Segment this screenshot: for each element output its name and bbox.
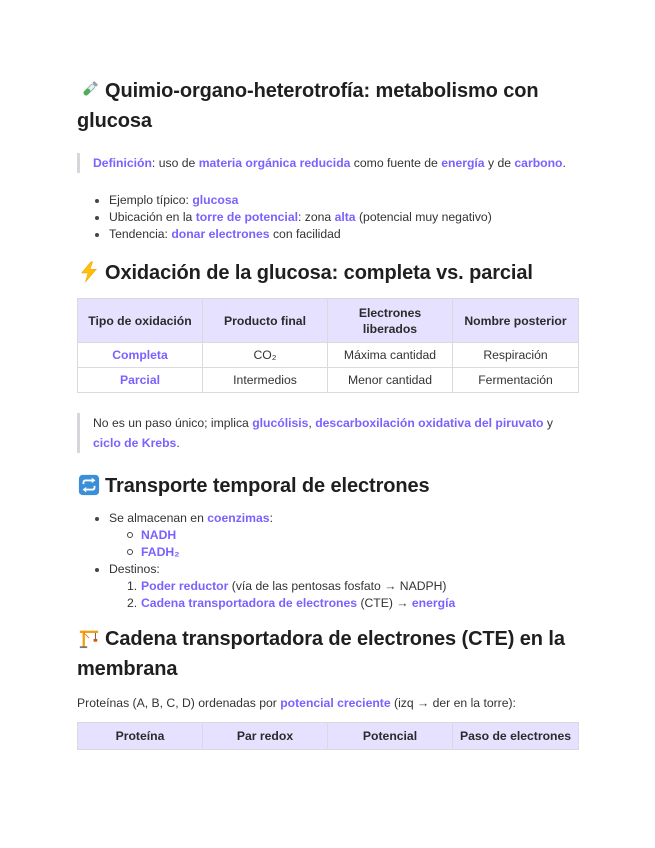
text: y bbox=[543, 416, 553, 430]
table-cell: CO₂ bbox=[203, 343, 328, 368]
test-tube-icon bbox=[77, 79, 101, 101]
section-title-metabolism bbox=[77, 76, 547, 136]
text: Ejemplo típico: bbox=[109, 193, 193, 207]
table-row bbox=[78, 343, 579, 368]
definition-quote bbox=[77, 153, 593, 173]
crane-icon bbox=[77, 627, 101, 649]
highlight: Poder reductor bbox=[141, 579, 229, 593]
highlight: energía bbox=[441, 156, 485, 170]
highlight: ciclo de Krebs bbox=[93, 436, 177, 450]
table-cell: Completa bbox=[78, 343, 203, 368]
table-cell: Máxima cantidad bbox=[328, 343, 453, 368]
cte-intro-paragraph bbox=[77, 695, 597, 712]
highlight: glucosa bbox=[192, 193, 239, 207]
section-title-transport bbox=[77, 471, 597, 501]
list-item: FADH₂ bbox=[141, 544, 597, 561]
column-header: Tipo de oxidación bbox=[78, 299, 203, 343]
text: Tendencia: bbox=[109, 227, 172, 241]
highlight: Cadena transportadora de electrones bbox=[141, 596, 358, 610]
section-title-text: Quimio-organo-heterotrofía: metabolismo con glucosa bbox=[77, 80, 539, 132]
highlight: potencial creciente bbox=[280, 696, 391, 710]
cte-table bbox=[77, 722, 579, 750]
list-item bbox=[141, 578, 597, 595]
text: . bbox=[562, 156, 566, 170]
list-item bbox=[109, 226, 597, 243]
table-cell: Fermentación bbox=[453, 368, 579, 393]
highlight: energía bbox=[411, 596, 456, 610]
column-header: Nombre posterior bbox=[453, 299, 579, 343]
highlight: donar electrones bbox=[171, 227, 270, 241]
text: (izq → der en la torre): bbox=[390, 696, 516, 710]
table-cell: Menor cantidad bbox=[328, 368, 453, 393]
text: . bbox=[176, 436, 180, 450]
glycolysis-note bbox=[77, 413, 583, 453]
column-header: Proteína bbox=[78, 723, 203, 750]
column-header: Par redox bbox=[203, 723, 328, 750]
definition-label: Definición bbox=[93, 156, 152, 170]
highlight: coenzimas bbox=[207, 511, 270, 525]
table-header-row bbox=[78, 723, 579, 750]
highlight: carbono bbox=[514, 156, 563, 170]
text: Proteínas (A, B, C, D) ordenadas por bbox=[77, 696, 281, 710]
list-item: NADH bbox=[141, 527, 597, 544]
highlight: torre de potencial bbox=[195, 210, 298, 224]
text: Ubicación en la bbox=[109, 210, 196, 224]
highlight: alta bbox=[334, 210, 356, 224]
table-header-row bbox=[78, 299, 579, 343]
text: : zona bbox=[297, 210, 335, 224]
column-header: Potencial bbox=[328, 723, 453, 750]
text: , bbox=[308, 416, 316, 430]
text: como fuente de bbox=[350, 156, 442, 170]
bullet-list-glucose bbox=[77, 192, 597, 243]
list-item bbox=[141, 595, 597, 612]
text: (vía de las pentosas fosfato → NADPH) bbox=[228, 579, 447, 593]
text: (potencial muy negativo) bbox=[355, 210, 492, 224]
section-title-cte bbox=[77, 624, 567, 684]
highlight: descarboxilación oxidativa del piruvato bbox=[315, 416, 544, 430]
column-header: Paso de electrones bbox=[453, 723, 579, 750]
list-item: Destinos: bbox=[109, 561, 597, 578]
table-cell: Parcial bbox=[78, 368, 203, 393]
highlight: materia orgánica reducida bbox=[198, 156, 351, 170]
table-cell: Respiración bbox=[453, 343, 579, 368]
column-header: Electrones liberados bbox=[328, 299, 453, 343]
text: No es un paso único; implica bbox=[93, 416, 253, 430]
text: (CTE) → bbox=[357, 596, 412, 610]
transport-list bbox=[77, 510, 597, 612]
table-cell: Intermedios bbox=[203, 368, 328, 393]
repeat-icon bbox=[77, 474, 101, 496]
text: : bbox=[269, 511, 273, 525]
column-header: Producto final bbox=[203, 299, 328, 343]
text: con facilidad bbox=[269, 227, 341, 241]
section-title-text: Cadena transportadora de electrones (CTE) en la membrana bbox=[77, 628, 565, 680]
list-item bbox=[109, 209, 597, 226]
section-title-text: Oxidación de la glucosa: completa vs. parcial bbox=[105, 262, 533, 284]
text: Se almacenan en bbox=[109, 511, 208, 525]
oxidation-table bbox=[77, 298, 579, 393]
text: y de bbox=[484, 156, 515, 170]
table-row bbox=[78, 368, 579, 393]
text: : uso de bbox=[151, 156, 199, 170]
list-item bbox=[109, 192, 597, 209]
list-item bbox=[109, 510, 597, 527]
section-title-oxidation bbox=[77, 258, 597, 288]
highlight: glucólisis bbox=[252, 416, 309, 430]
lightning-icon bbox=[77, 261, 101, 283]
section-title-text: Transporte temporal de electrones bbox=[105, 475, 430, 497]
